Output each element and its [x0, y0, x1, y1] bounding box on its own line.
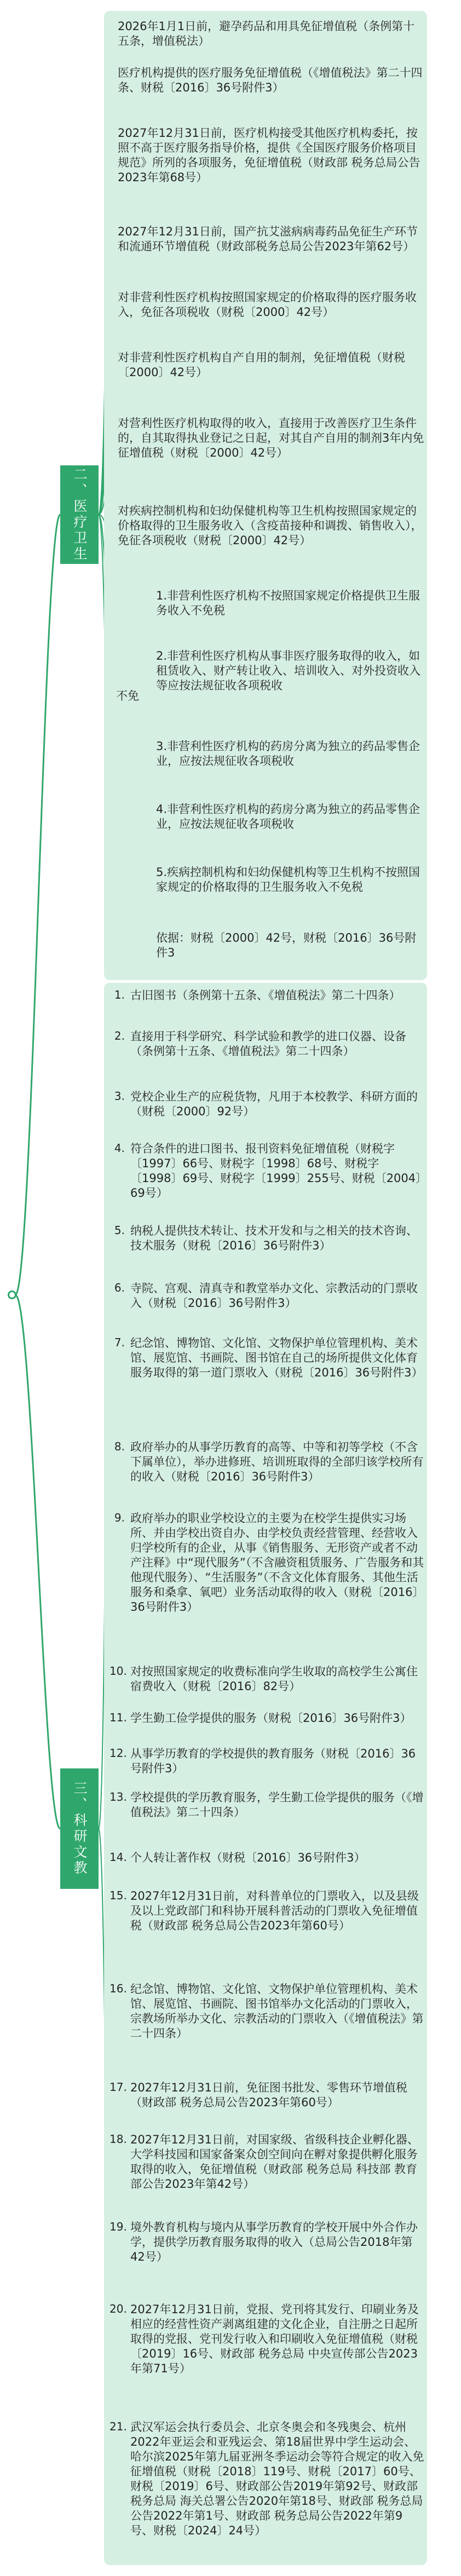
section-three-item: 2027年12月31日前，党报、党刊将其发行、印刷业务及相应的经营性资产剥离组建的文化企业，自注册之日起所取得的党报、党刊发行收入和印刷收入免征增值税（财税〔2019〕16号、财政部 税务总局 中央宣传部公告2023年第71号）	[130, 2303, 419, 2375]
item-number: 11.	[110, 1711, 127, 1724]
section-three-item: 政府举办的职业学校设立的主要为在校学生提供实习场所、并由学校出资自办、由学校负责经营管理、经营收入归学校所有的企业，从事《销售服务、无形资产或者不动产注释》中“现代服务”（不含融资租赁服务、广告服务和其他现代服务）、“生活服务”（不含文化体育服务、其他生活服务和桑拿、氧吧）业务活动取得的收入（财税〔2016〕36号附件3）	[130, 1512, 424, 1613]
section-two-item: 2027年12月31日前，医疗机构接受其他医疗机构委托，按照不高于医疗服务指导价格，提供《全国医疗服务价格项目规范》所列的各项服务，免征增值税（财政部 税务总局公告2023年第68号）	[118, 126, 420, 184]
item-number: 7.	[114, 1336, 125, 1349]
item-number: 12.	[110, 1747, 127, 1760]
branch-research-education[interactable]: 三、科研文教	[60, 1768, 99, 1889]
item-number: 18.	[110, 2133, 127, 2146]
item-number: 6.	[114, 1281, 125, 1294]
item-number: 5.	[114, 1224, 125, 1237]
item-number: 16.	[110, 1982, 127, 1995]
section-three-item: 符合条件的进口图书、报刊资料免征增值税（财税字〔1997〕66号、财税字〔1998〕68号、财税字〔1998〕69号、财税字〔1999〕255号、财税〔2004〕69号）	[130, 1142, 422, 1200]
item-number: 19.	[110, 2220, 127, 2233]
item-number: 2.	[114, 1029, 125, 1042]
item-number: 21.	[110, 2420, 127, 2433]
section-three-item: 对按照国家规定的收费标准向学生收取的高校学生公寓住宿费收入（财税〔2016〕82号）	[130, 1665, 418, 1693]
root-node-icon[interactable]	[8, 1290, 16, 1299]
section-three-item: 个人转让著作权（财税〔2016〕36号附件3）	[130, 1851, 366, 1864]
section-three-item: 2027年12月31日前，对科普单位的门票收入，以及县级及以上党政部门和科协开展科普活动的门票收入免征增值税（财政部 税务总局公告2023年第60号）	[130, 1889, 419, 1932]
section-two-item: 2027年12月31日前，国产抗艾滋病病毒药品免征生产环节和流通环节增值税（财政部税务总局公告2023年第62号）	[118, 225, 418, 253]
item-number: 14.	[110, 1851, 127, 1864]
section-three-item: 学校提供的学历教育服务，学生勤工俭学提供的服务（《增值税法》第二十四条）	[130, 1791, 424, 1819]
section-two-item: 对疾病控制机构和妇幼保健机构等卫生机构按照国家规定的价格取得的卫生服务收入（含疫苗接种和调拨、销售收入），免征各项税收（财税〔2000〕42号）	[118, 504, 423, 547]
not-exempt-item: 4.非营利性医疗机构的药房分离为独立的药品零售企业，应按法规征收各项税收	[156, 803, 420, 831]
not-exempt-item: 5.疾病控制机构和妇幼保健机构等卫生机构不按照国家规定的价格取得的卫生服务收入不免税	[156, 866, 420, 894]
section-three-item: 纳税人提供技术转让、技术开发和与之相关的技术咨询、技术服务（财税〔2016〕36号附件3）	[130, 1224, 418, 1252]
section-three-item: 境外教育机构与境内从事学历教育的学校开展中外合作办学，提供学历教育服务取得的收入（总局公告2018年第42号）	[130, 2221, 418, 2263]
section-three-item: 2027年12月31日前，对国家级、省级科技企业孵化器、大学科技园和国家备案众创空间向在孵对象提供孵化服务取得的收入，免征增值税（财政部 税务总局 科技部 教育部公告2023年第42号）	[130, 2133, 419, 2191]
item-number: 3.	[114, 1090, 125, 1103]
section-two-item: 2026年1月1日前，避孕药品和用具免征增值税（条例第十五条，增值税法）	[118, 20, 415, 48]
not-exempt-item: 1.非营利性医疗机构不按照国家规定价格提供卫生服务收入不免税	[156, 589, 420, 617]
section-three-item: 学生勤工俭学提供的服务（财税〔2016〕36号附件3）	[130, 1711, 412, 1725]
section-three-item: 党校企业生产的应税货物，凡用于本校教学、科研方面的（财税〔2000〕92号）	[130, 1090, 418, 1118]
section-three-item: 寺院、宫观、清真寺和教堂举办文化、宗教活动的门票收入（财税〔2016〕36号附件3）	[130, 1282, 418, 1310]
section-three-item: 纪念馆、博物馆、文化馆、文物保护单位管理机构、美术馆、展览馆、书画院、图书馆在自己的场所提供文化体育服务取得的第一道门票收入（财税〔2016〕36号附件3）	[130, 1336, 423, 1379]
section-two-item: 对非营利性医疗机构自产自用的制剂，免征增值税（财税〔2000〕42号）	[118, 351, 405, 379]
section-three-item: 古旧图书（条例第十五条、《增值税法》第二十四条）	[130, 989, 401, 1002]
section-two-item: 对非营利性医疗机构按照国家规定的价格取得的医疗服务收入，免征各项税收（财税〔2000〕42号）	[118, 291, 417, 319]
section-two-item: 对营利性医疗机构取得的收入，直接用于改善医疗卫生条件的，自其取得执业登记之日起，对其自产自用的制剂3年内免征增值税（财税〔2000〕42号）	[118, 417, 424, 459]
item-number: 10.	[110, 1664, 127, 1678]
section-three-item: 从事学历教育的学校提供的教育服务（财税〔2016〕36号附件3）	[130, 1747, 416, 1775]
item-number: 4.	[114, 1142, 125, 1155]
section-three-item: 政府举办的从事学历教育的高等、中等和初等学校（不含下属单位），举办进修班、培训班取得的全部归该学校所有的收入（财税〔2016〕36号附件3）	[130, 1440, 424, 1483]
not-exempt-label: 不免	[116, 689, 139, 702]
section-three-item: 直接用于科学研究、科学试验和教学的进口仪器、设备（条例第十五条、《增值税法》第二十四条）	[130, 1030, 406, 1058]
item-number: 15.	[110, 1889, 127, 1902]
not-exempt-item: 2.非营利性医疗机构从事非医疗服务取得的收入，如租赁收入、财产转让收入、培训收入、对外投资收入等应按法规征收各项税收	[156, 649, 420, 692]
item-number: 8.	[114, 1440, 125, 1453]
item-number: 1.	[114, 988, 125, 1001]
item-number: 9.	[114, 1511, 125, 1524]
section-two-item: 医疗机构提供的医疗服务免征增值税（《增值税法》第二十四条、财税〔2016〕36号附件3）	[118, 66, 423, 94]
item-number: 20.	[110, 2302, 127, 2315]
item-number: 13.	[110, 1790, 127, 1803]
basis-note: 依据：财税〔2000〕42号，财税〔2016〕36号附件3	[156, 931, 417, 959]
section-three-item: 纪念馆、博物馆、文化馆、文物保护单位管理机构、美术馆、展览馆、书画院、图书馆举办文化活动的门票收入，宗教场所举办文化、宗教活动的门票收入（《增值税法》第二十四条）	[130, 1983, 424, 2040]
section-three-item: 2027年12月31日前，免征图书批发、零售环节增值税（财政部 税务总局公告2023年第60号）	[130, 2081, 407, 2109]
not-exempt-item: 3.非营利性医疗机构的药房分离为独立的药品零售企业，应按法规征收各项税收	[156, 740, 420, 768]
item-number: 17.	[110, 2081, 127, 2094]
section-three-item: 武汉军运会执行委员会、北京冬奥会和冬残奥会、杭州2022年亚运会和亚残运会、第18届世界中学生运动会、哈尔滨2025年第九届亚洲冬季运动会等符合规定的收入免征增值税（财税〔2018〕119号、财税〔2017〕60号、财税〔2019〕6号、财政部公告2019年第92号、财政部 税务总局 海关总署公告2020年第18号、财政部 税务总局公告2022年第1号、财政部 税务总局公告2022年第9号、财税〔2024〕24号）	[130, 2421, 424, 2537]
branch-medical[interactable]: 二、医疗卫生	[60, 465, 99, 564]
